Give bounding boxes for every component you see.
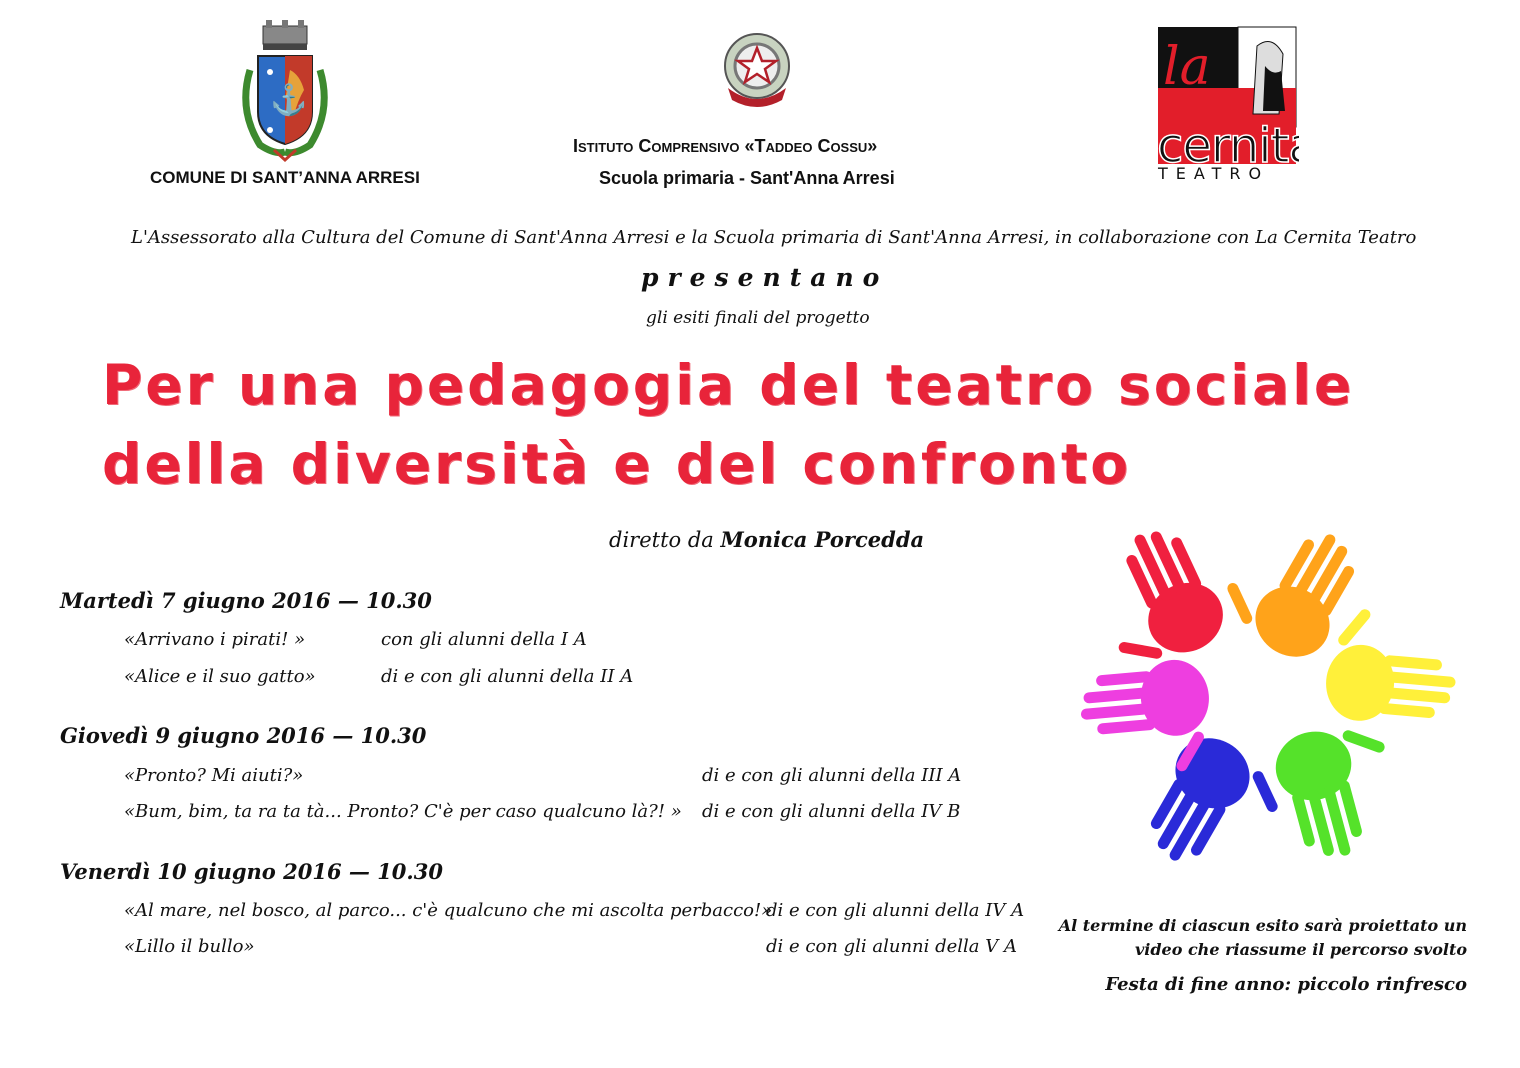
school-name <box>573 131 877 162</box>
school-name-text: Istituto Comprensivo «Taddeo Cossu» <box>573 136 878 156</box>
day-2-show-2-cast: di e con gli alunni della IV B <box>702 801 961 822</box>
svg-text:cernita: cernit <box>1157 118 1289 174</box>
teatro-logo-subtext: TEATRO <box>1158 164 1270 183</box>
theatre-logo-block <box>1157 26 1299 186</box>
svg-text:la: la <box>1163 37 1211 97</box>
blue-hand-icon <box>1132 725 1295 894</box>
director-name: Monica Porcedda <box>720 527 925 552</box>
day-2-title: Giovedì 9 giugno 2016 — 10.30 <box>60 723 427 748</box>
colored-hands-illustration <box>1055 505 1470 895</box>
school-subtitle: Scuola primaria - Sant'Anna Arresi <box>599 168 895 188</box>
green-hand-icon <box>1268 713 1411 867</box>
day-2-show-1-cast: di e con gli alunni della III A <box>702 765 962 786</box>
handprints-circle-icon <box>1055 505 1470 895</box>
italian-republic-emblem-icon <box>716 28 798 110</box>
day-1-show-2-name: «Alice e il suo gatto» <box>124 666 316 687</box>
day-3-show-2-cast: di e con gli alunni della V A <box>766 936 1017 957</box>
intro-text: L'Assessorato alla Cultura del Comune di Sant'Anna Arresi e la Scuola primaria di Sant'Anna Arresi, in collaborazione con La Cernita Teatro <box>131 227 1417 248</box>
screening-note-line-1: Al termine di ciascun esito sarà proiettato un <box>1058 916 1467 935</box>
day-3-title: Venerdì 10 giugno 2016 — 10.30 <box>60 859 443 884</box>
comune-label: COMUNE DI SANT’ANNA ARRESI <box>150 168 420 187</box>
day-1-show-2-cast: di e con gli alunni della II A <box>381 666 634 687</box>
comune-logo-block <box>230 20 340 165</box>
presentano-heading: presentano <box>641 263 889 292</box>
la-cernita-teatro-logo-icon <box>1157 26 1299 186</box>
day-2-show-2-name: «Bum, bim, ta ra ta tà... Pronto? C'è per caso qualcuno là?! » <box>124 801 682 822</box>
project-subtitle: gli esiti finali del progetto <box>646 308 870 328</box>
svg-text:⚓: ⚓ <box>270 83 308 118</box>
day-2-show-1-name: «Pronto? Mi aiuti?» <box>124 765 304 786</box>
screening-note <box>1059 914 1467 962</box>
main-title-line-2: della diversità e del confronto <box>102 432 1132 496</box>
screening-note-line-2: video che riassume il percorso svolto <box>1134 940 1467 959</box>
day-1-title: Martedì 7 giugno 2016 — 10.30 <box>60 588 432 613</box>
party-note: Festa di fine anno: piccolo rinfresco <box>1105 974 1467 995</box>
day-3-show-1-cast: di e con gli alunni della IV A <box>766 900 1025 921</box>
school-logo-block <box>716 28 798 110</box>
orange-hand-icon <box>1210 505 1373 670</box>
main-title-line-1: Per una pedagogia del teatro sociale <box>102 353 1355 417</box>
day-3-show-1-name: «Al mare, nel bosco, al parco... c'è qualcuno che mi ascolta perbacco!» <box>124 900 773 921</box>
director-line <box>609 527 924 552</box>
director-prefix: diretto da <box>609 528 714 552</box>
red-hand-icon <box>1077 515 1235 680</box>
comune-coat-of-arms-icon <box>230 20 340 165</box>
yellow-hand-icon <box>1323 604 1461 729</box>
day-1-show-1-name: «Arrivano i pirati! » <box>124 629 306 650</box>
day-3-show-2-name: «Lillo il bullo» <box>124 936 255 957</box>
day-1-show-1-cast: con gli alunni della I A <box>381 629 587 650</box>
